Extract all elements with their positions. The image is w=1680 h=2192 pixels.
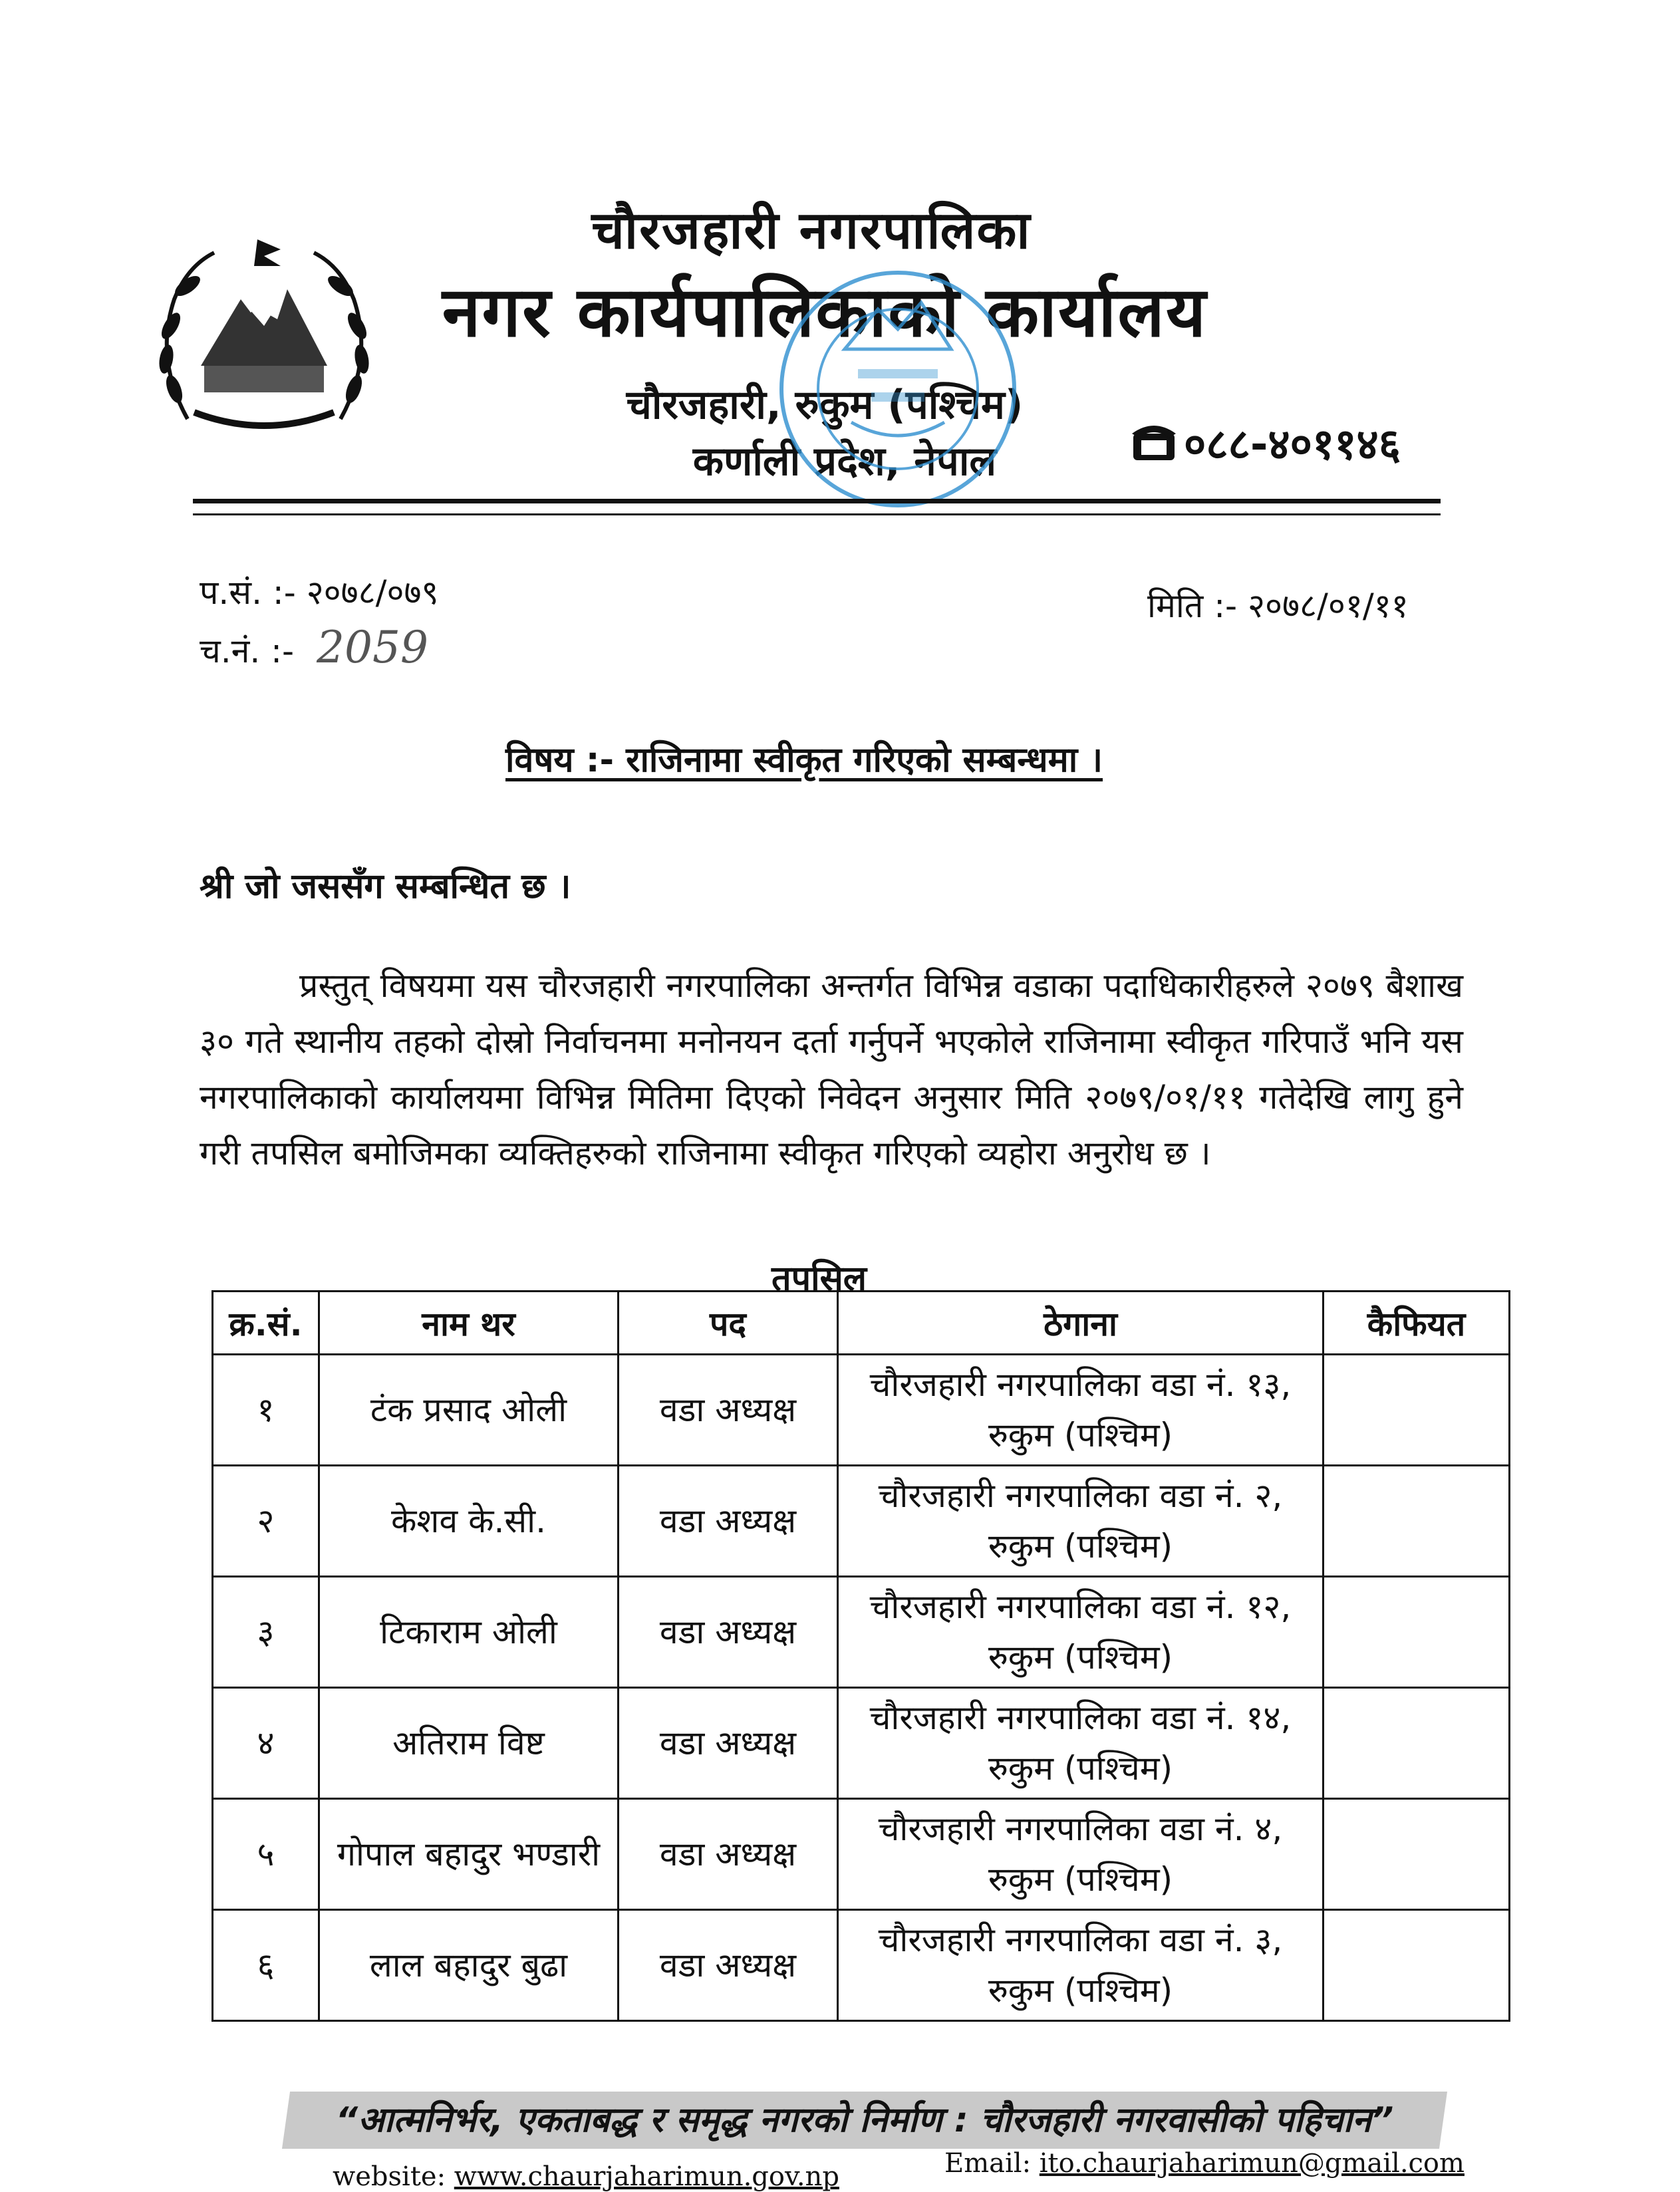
cell-name: केशव के.सी. bbox=[319, 1466, 619, 1577]
address-line2: रुकुम (पश्चिम) bbox=[988, 1638, 1173, 1677]
municipality-name: चौरजहारी नगरपालिका bbox=[591, 201, 1032, 261]
cell-sn: १ bbox=[213, 1355, 319, 1466]
date-value: २०७८/०१/११ bbox=[1248, 587, 1409, 625]
header-divider-thick bbox=[193, 499, 1441, 503]
col-header-address: ठेगाना bbox=[838, 1292, 1324, 1355]
letter-subject: विषय :- राजिनामा स्वीकृत गरिएको सम्बन्धमा । bbox=[505, 740, 1103, 780]
table-row bbox=[213, 1910, 1510, 2021]
cell-sn: ४ bbox=[213, 1688, 319, 1799]
table-row bbox=[213, 1799, 1510, 1910]
letter-body bbox=[200, 958, 1463, 1181]
cell-remarks bbox=[1324, 1577, 1510, 1688]
phone-number: ०८८-४०११४६ bbox=[1184, 420, 1401, 470]
footer-website bbox=[333, 2161, 839, 2192]
cell-address bbox=[838, 1466, 1324, 1577]
cell-remarks bbox=[1324, 1910, 1510, 2021]
cell-remarks bbox=[1324, 1355, 1510, 1466]
address-line1: चौरजहारी नगरपालिका वडा नं. १४, bbox=[869, 1699, 1292, 1737]
office-title: नगर कार्यपालिकाको कार्यालय bbox=[442, 271, 1208, 352]
cell-sn: ६ bbox=[213, 1910, 319, 2021]
letter-salutation: श्री जो जससँग सम्बन्धित छ । bbox=[200, 867, 571, 906]
telephone-icon bbox=[1131, 422, 1177, 463]
cell-name: टिकाराम ओली bbox=[319, 1577, 619, 1688]
address-line2: रुकुम (पश्चिम) bbox=[988, 1860, 1173, 1899]
address-line1: चौरजहारी नगरपालिका वडा नं. १३, bbox=[869, 1365, 1292, 1404]
cell-address bbox=[838, 1355, 1324, 1466]
website-label: website: bbox=[333, 2161, 446, 2192]
letter-reference-number bbox=[200, 569, 439, 614]
address-line1: चौरजहारी नगरपालिका वडा नं. ४, bbox=[878, 1810, 1283, 1848]
email-label: Email: bbox=[944, 2148, 1032, 2179]
website-link[interactable]: www.chaurjaharimun.gov.np bbox=[454, 2161, 839, 2192]
address-line2: रुकुम (पश्चिम) bbox=[988, 1527, 1173, 1566]
cell-name: लाल बहादुर बुढा bbox=[319, 1910, 619, 2021]
table-row bbox=[213, 1577, 1510, 1688]
col-header-post: पद bbox=[619, 1292, 838, 1355]
address-line2: रुकुम (पश्चिम) bbox=[988, 1971, 1173, 2010]
address-line1: चौरजहारी नगरपालिका वडा नं. २, bbox=[878, 1476, 1283, 1515]
cell-post: वडा अध्यक्ष bbox=[619, 1577, 838, 1688]
ref-cn-label: च.नं. :- bbox=[200, 632, 295, 670]
address-line1: चौरजहारी नगरपालिका वडा नं. १२, bbox=[869, 1587, 1292, 1626]
cell-address bbox=[838, 1577, 1324, 1688]
cell-address bbox=[838, 1910, 1324, 2021]
cell-remarks bbox=[1324, 1799, 1510, 1910]
address-line2: रुकुम (पश्चिम) bbox=[988, 1749, 1173, 1788]
office-address-line1: चौरजहारी, रुकुम (पश्चिम) bbox=[626, 382, 1024, 428]
cell-post: वडा अध्यक्ष bbox=[619, 1799, 838, 1910]
table-row bbox=[213, 1688, 1510, 1799]
cell-sn: ५ bbox=[213, 1799, 319, 1910]
address-line1: चौरजहारी नगरपालिका वडा नं. ३, bbox=[878, 1921, 1283, 1959]
cell-post: वडा अध्यक्ष bbox=[619, 1355, 838, 1466]
letter-body-text: प्रस्तुत् विषयमा यस चौरजहारी नगरपालिका अन्तर्गत विभिन्न वडाका पदाधिकारीहरुले २०७९ बैशाख ३० गते स्थानीय तहको दोस्रो निर्वाचनमा मनोनयन दर्ता गर्नुपर्ने भएकोले राजिनामा स्वीकृत गरिपाउँ भनि यस नगरपालिकाको कार्यालयमा विभिन्न मितिमा दिएको निवेदन अनुसार मिति २०७९/०१/११ गतेदेखि लागु हुने गरी तपसिल बमोजिमका व्यक्तिहरुको राजिनामा स्वीकृत गरिएको व्यहोरा अनुरोध छ । bbox=[200, 966, 1463, 1172]
letter-date bbox=[1147, 582, 1409, 627]
office-address-line2: कर्णाली प्रदेश, नेपाल bbox=[692, 438, 997, 485]
table-title: तपसिल bbox=[771, 1259, 867, 1299]
table-row bbox=[213, 1355, 1510, 1466]
ref-ps-label: प.सं. :- bbox=[200, 573, 296, 612]
cell-name: टंक प्रसाद ओली bbox=[319, 1355, 619, 1466]
footer-slogan: “आत्मनिर्भर, एकताबद्ध र समृद्ध नगरको निर्माण : चौरजहारी नगरवासीको पहिचान” bbox=[335, 2100, 1394, 2140]
cell-post: वडा अध्यक्ष bbox=[619, 1466, 838, 1577]
cell-name: अतिराम विष्ट bbox=[319, 1688, 619, 1799]
ref-cn-value: 2059 bbox=[316, 622, 428, 673]
col-header-sn: क्र.सं. bbox=[213, 1292, 319, 1355]
resignation-table bbox=[211, 1290, 1508, 2022]
cell-sn: ३ bbox=[213, 1577, 319, 1688]
address-line2: रुकुम (पश्चिम) bbox=[988, 1416, 1173, 1454]
office-seal-stamp bbox=[771, 249, 1024, 529]
date-label: मिति :- bbox=[1147, 587, 1238, 625]
cell-address bbox=[838, 1799, 1324, 1910]
cell-remarks bbox=[1324, 1688, 1510, 1799]
cell-post: वडा अध्यक्ष bbox=[619, 1910, 838, 2021]
cell-remarks bbox=[1324, 1466, 1510, 1577]
col-header-remarks: कैफियत bbox=[1324, 1292, 1510, 1355]
cell-post: वडा अध्यक्ष bbox=[619, 1688, 838, 1799]
cell-address bbox=[838, 1688, 1324, 1799]
dispatch-number bbox=[200, 622, 428, 673]
header-divider-thin bbox=[193, 513, 1441, 515]
cell-name: गोपाल बहादुर भण्डारी bbox=[319, 1799, 619, 1910]
ref-ps-value: २०७८/०७९ bbox=[306, 573, 439, 612]
table-header-row bbox=[213, 1292, 1510, 1355]
email-link[interactable]: ito.chaurjaharimun@gmail.com bbox=[1039, 2148, 1465, 2179]
national-emblem-icon bbox=[148, 226, 380, 439]
cell-sn: २ bbox=[213, 1466, 319, 1577]
col-header-name: नाम थर bbox=[319, 1292, 619, 1355]
table-row bbox=[213, 1466, 1510, 1577]
footer-email bbox=[944, 2148, 1465, 2179]
office-phone bbox=[1131, 416, 1443, 469]
